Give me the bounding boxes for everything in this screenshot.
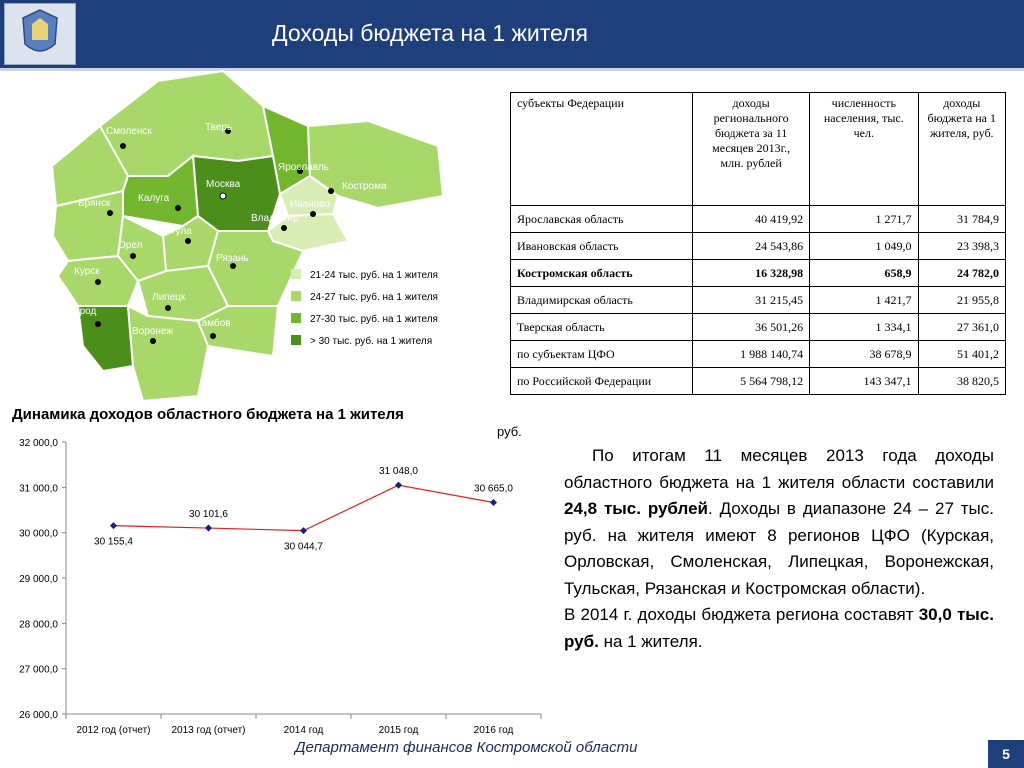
y-tick-label: 26 000,0 <box>19 710 58 721</box>
chart-unit: руб. <box>497 424 522 439</box>
data-label: 30 665,0 <box>474 483 513 495</box>
data-point <box>490 499 497 506</box>
svg-text:> 30 тыс. руб. на 1 жителя: > 30 тыс. руб. на 1 жителя <box>310 336 433 347</box>
data-point <box>300 527 307 534</box>
data-point <box>205 525 212 532</box>
revenue-line-chart <box>0 430 560 742</box>
svg-text:Кострома: Кострома <box>342 181 387 192</box>
y-tick-label: 29 000,0 <box>19 574 58 585</box>
svg-text:Тверь: Тверь <box>205 122 233 133</box>
data-label: 30 044,7 <box>284 541 323 553</box>
svg-text:Смоленск: Смоленск <box>106 126 152 137</box>
page-number: 5 <box>988 740 1024 768</box>
data-point <box>110 522 117 529</box>
summary-paragraph-2: В 2014 г. доходы бюджета региона составят 30,0 тыс. руб. на 1 жителя. <box>564 605 994 651</box>
svg-text:Белгород: Белгород <box>53 306 97 317</box>
data-label: 30 101,6 <box>189 509 228 521</box>
svg-text:24-27 тыс. руб. на 1 жителя: 24-27 тыс. руб. на 1 жителя <box>310 292 438 303</box>
svg-text:Иваново: Иваново <box>290 199 330 210</box>
table-row: по субъектам ЦФО 1 988 140,74 38 678,9 51 401,2 <box>511 341 1006 368</box>
table-header: доходы регионального бюджета за 11 месяцев 2013г., млн. рублей <box>693 93 810 206</box>
table-row: по Российской Федерации 5 564 798,12 143 347,1 38 820,5 <box>511 368 1006 395</box>
table-row: Костромская область 16 328,98 658,9 24 782,0 <box>511 260 1006 287</box>
y-tick-label: 27 000,0 <box>19 664 58 676</box>
svg-text:27-30 тыс. руб. на 1 жителя: 27-30 тыс. руб. на 1 жителя <box>310 314 438 325</box>
footer-department: Департамент финансов Костромской области <box>295 739 638 756</box>
page-title: Доходы бюджета на 1 жителя <box>272 20 588 46</box>
table-row: Тверская область 36 501,26 1 334,1 27 361,0 <box>511 314 1006 341</box>
summary-text <box>564 443 994 655</box>
table-header: численность населения, тыс. чел. <box>810 93 918 206</box>
table-row: Ивановская область 24 543,86 1 049,0 23 398,3 <box>511 233 1006 260</box>
svg-text:Ярославль: Ярославль <box>278 162 329 173</box>
chart-title: Динамика доходов областного бюджета на 1 жителя <box>12 406 404 423</box>
svg-text:Москва: Москва <box>206 179 241 190</box>
svg-text:Курск: Курск <box>74 266 100 277</box>
svg-text:Воронеж: Воронеж <box>132 326 174 337</box>
summary-paragraph-1: По итогам 11 месяцев 2013 года доходы областного бюджета на 1 жителя области составили 24,8 тыс. рублей. Доходы в диапазоне 24 – 27 тыс. руб. на жителя имеют 8 регионов ЦФО (Курская, Орловская, Смоленская, Липецкая, Воронежская, Тульская, Рязанская и Костромская области). <box>564 446 994 598</box>
svg-text:Брянск: Брянск <box>78 198 111 209</box>
svg-text:Тула: Тула <box>170 226 192 237</box>
table-header-row <box>511 93 1006 206</box>
svg-text:Рязань: Рязань <box>216 253 249 264</box>
y-tick-label: 28 000,0 <box>19 619 58 631</box>
series-line <box>114 485 494 530</box>
svg-text:Калуга: Калуга <box>138 193 170 204</box>
svg-text:Липецк: Липецк <box>152 292 186 303</box>
table-header: субъекты Федерации <box>511 93 693 206</box>
x-tick-label: 2012 год (отчет) <box>76 725 151 736</box>
y-tick-label: 30 000,0 <box>19 528 58 540</box>
y-tick-label: 31 000,0 <box>19 483 58 495</box>
table-header: доходы бюджета на 1 жителя, руб. <box>918 93 1005 206</box>
svg-text:Владимир: Владимир <box>251 213 299 224</box>
x-tick-label: 2013 год (отчет) <box>171 725 246 736</box>
svg-text:Тамбов: Тамбов <box>196 318 231 329</box>
y-tick-label: 32 000,0 <box>19 438 58 449</box>
svg-text:Орел: Орел <box>118 240 143 251</box>
x-tick-label: 2014 год <box>283 725 324 736</box>
map-legend <box>291 269 438 347</box>
budget-table <box>510 92 1006 395</box>
x-tick-label: 2015 год <box>378 725 419 736</box>
coat-of-arms-logo <box>4 3 76 65</box>
svg-text:21-24 тыс. руб. на 1 жителя: 21-24 тыс. руб. на 1 жителя <box>310 270 438 281</box>
table-row: Владимирская область 31 215,45 1 421,7 21 955,8 <box>511 287 1006 314</box>
table-row: Ярославская область 40 419,92 1 271,7 31 784,9 <box>511 206 1006 233</box>
data-label: 30 155,4 <box>94 536 133 548</box>
x-tick-label: 2016 год <box>473 725 514 736</box>
region-map <box>48 66 468 406</box>
data-point <box>395 482 402 489</box>
data-label: 31 048,0 <box>379 466 418 478</box>
